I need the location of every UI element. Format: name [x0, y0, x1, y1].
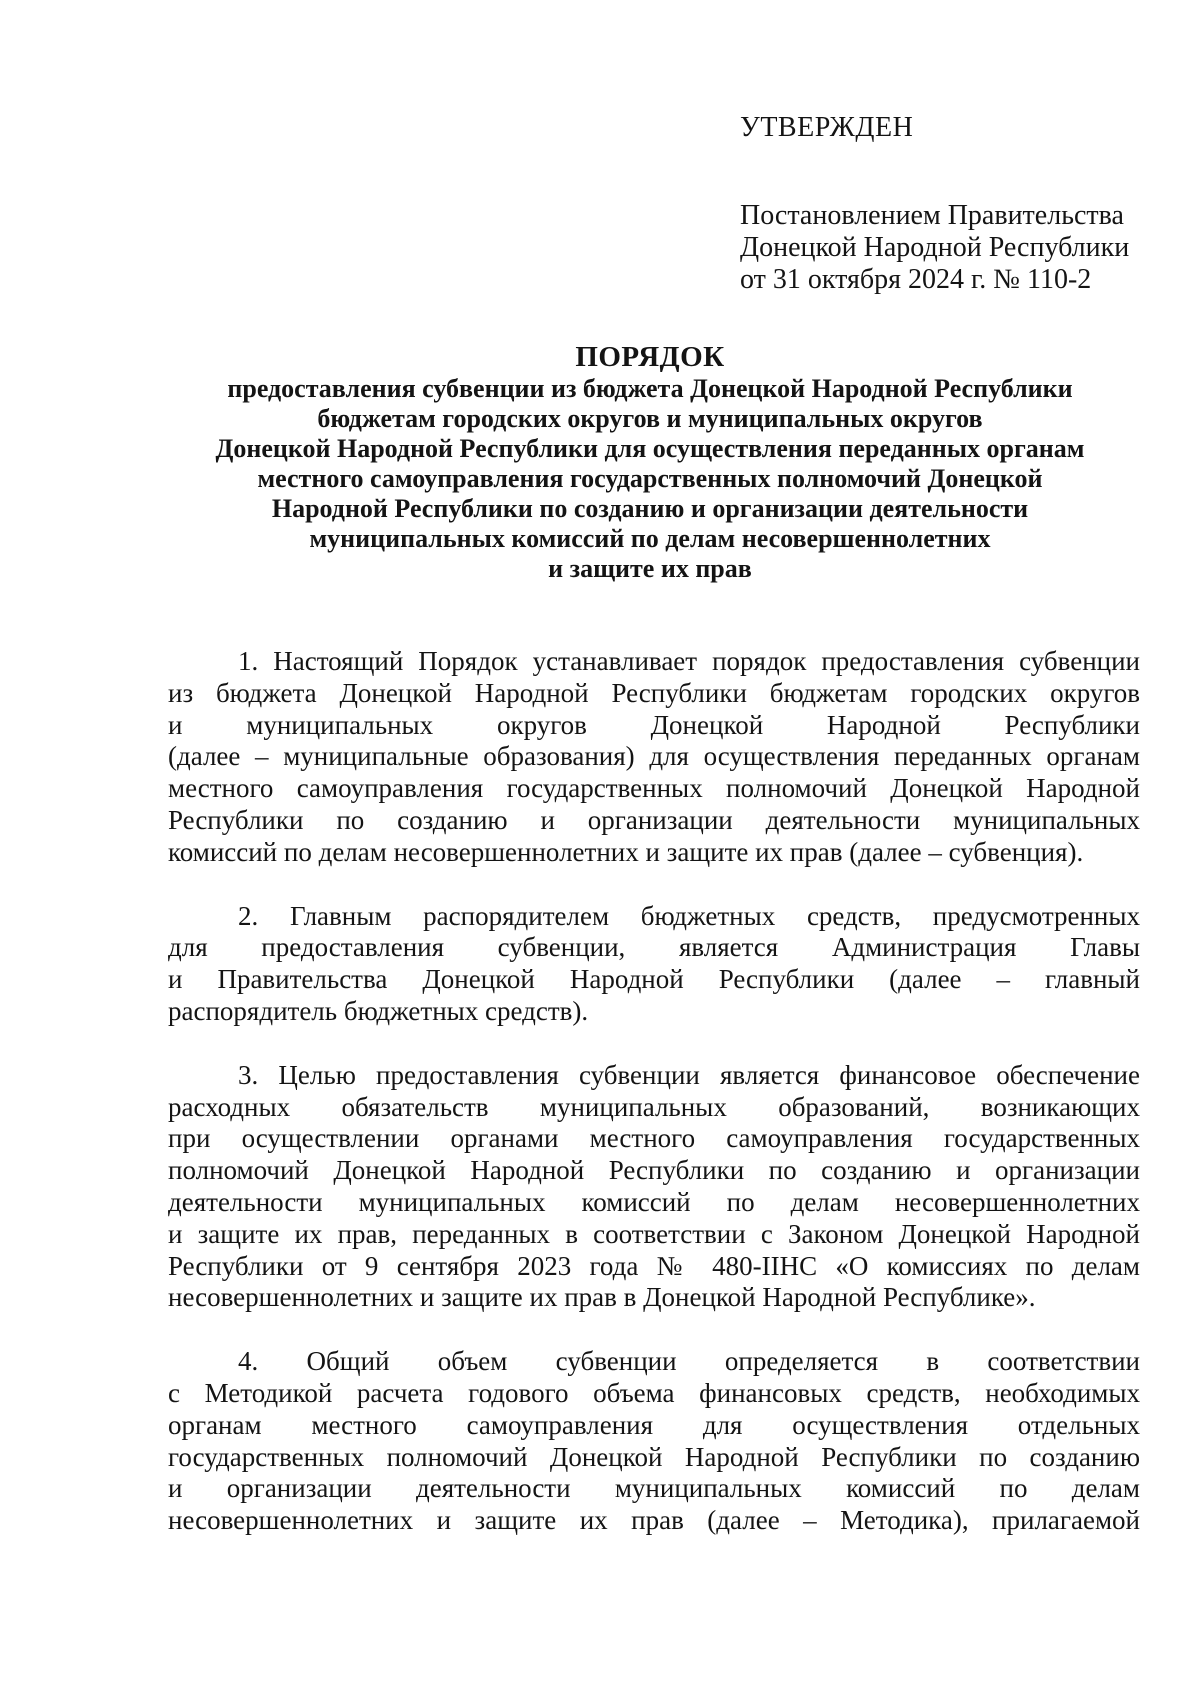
text-line: для предоставления субвенции, является Администрация Главы — [168, 932, 1140, 963]
document-subtitle-line: предоставления субвенции из бюджета Донецкой Народной Республики — [227, 374, 1073, 403]
text-line: местного самоуправления государственных полномочий Донецкой Народной — [168, 773, 1140, 804]
text-line: несовершеннолетних и защите их прав в Донецкой Народной Республике». — [168, 1282, 1036, 1313]
text-line: органам местного самоуправления для осуществления отдельных — [168, 1409, 1140, 1440]
paragraph-2 — [168, 901, 1140, 1028]
text-line: государственных полномочий Донецкой Народной Республики по созданию — [168, 1441, 1140, 1472]
text-line: несовершеннолетних и защите их прав (далее – Методика), прилагаемой — [168, 1505, 1140, 1536]
paragraph-1 — [168, 646, 1140, 869]
document-subtitle-line: муниципальных комиссий по делам несовершеннолетних — [309, 524, 991, 553]
text-line: 3. Целью предоставления субвенции является финансовое обеспечение — [238, 1059, 1140, 1090]
text-line: распорядитель бюджетных средств). — [168, 995, 589, 1026]
document-body — [168, 646, 1140, 1569]
text-line: полномочий Донецкой Народной Республики по созданию и организации — [168, 1155, 1140, 1186]
text-line: деятельности муниципальных комиссий по делам несовершеннолетних — [168, 1186, 1140, 1217]
document-heading — [160, 340, 1140, 584]
text-line: 4. Общий объем субвенции определяется в соответствии — [238, 1346, 1140, 1377]
text-line: и защите их прав, переданных в соответствии с Законом Донецкой Народной — [168, 1218, 1140, 1249]
text-line: из бюджета Донецкой Народной Республики бюджетам городских округов — [168, 677, 1140, 708]
document-subtitle-line: Донецкой Народной Республики для осуществления переданных органам — [215, 434, 1085, 463]
text-line: (далее – муниципальные образования) для осуществления переданных органам — [168, 741, 1140, 772]
text-line: 2. Главным распорядителем бюджетных средств, предусмотренных — [238, 900, 1140, 931]
approval-line: от 31 октября 2024 г. № 110-2 — [740, 264, 1092, 295]
document-subtitle-line: бюджетам городских округов и муниципальных округов — [317, 404, 983, 433]
text-line: комиссий по делам несовершеннолетних и защите их прав (далее – субвенция). — [168, 836, 1084, 867]
text-line: расходных обязательств муниципальных образований, возникающих — [168, 1091, 1140, 1122]
text-line: и Правительства Донецкой Народной Республики (далее – главный — [168, 964, 1140, 995]
approval-stamp: УТВЕРЖДЕН — [740, 112, 914, 143]
approval-block — [740, 112, 1170, 296]
text-line: с Методикой расчета годового объема финансовых средств, необходимых — [168, 1377, 1140, 1408]
document-subtitle-line: местного самоуправления государственных полномочий Донецкой — [257, 464, 1043, 493]
text-line: при осуществлении органами местного самоуправления государственных — [168, 1123, 1140, 1154]
document-subtitle-line: и защите их прав — [548, 554, 752, 583]
paragraph-3 — [168, 1060, 1140, 1314]
approval-line: Постановлением Правительства — [740, 200, 1124, 231]
text-line: Республики по созданию и организации деятельности муниципальных — [168, 804, 1140, 835]
text-line: и муниципальных округов Донецкой Народной Республики — [168, 709, 1140, 740]
text-line: 1. Настоящий Порядок устанавливает порядок предоставления субвенции — [238, 646, 1140, 676]
text-line: Республики от 9 сентября 2023 года № 480-IIНС «О комиссиях по делам — [168, 1250, 1140, 1281]
text-line: и организации деятельности муниципальных комиссий по делам — [168, 1473, 1140, 1504]
approval-line: Донецкой Народной Республики — [740, 232, 1130, 263]
paragraph-4 — [168, 1346, 1140, 1537]
document-subtitle-line: Народной Республики по созданию и организации деятельности — [271, 494, 1029, 523]
document-title: ПОРЯДОК — [575, 341, 725, 373]
